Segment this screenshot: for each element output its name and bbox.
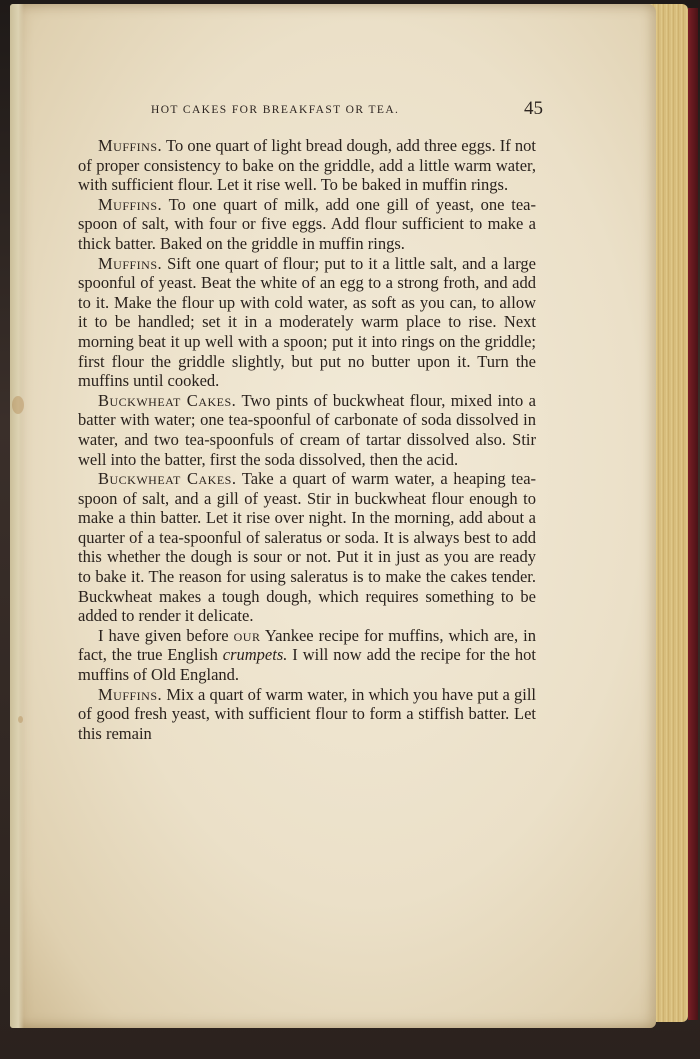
recipe-body: Take a quart of warm water, a heaping tea-spoon of salt, and a gill of yeast. Stir in buckwheat flour enough to make a thin batter. Let it rise over night. In the morning, add about a quarter of a tea-spoonful of saleratus or soda. It is always best to add this whether the dough is sour or not. Put it in just as you are ready to bake it. The reason for using saleratus is to make the cakes tender. Buckwheat makes a tough dough, which requires something to be added to render it delicate. (78, 469, 537, 626)
recipe-paragraph (78, 391, 536, 469)
note-text: I have given before (98, 625, 234, 645)
author-note (78, 626, 536, 685)
page-header (133, 98, 543, 124)
note-italic: crumpets. (222, 645, 288, 665)
recipe-heading: Muffins. (98, 684, 163, 704)
recipe-heading: Muffins. (98, 194, 163, 214)
recipe-paragraph (78, 469, 536, 626)
running-head: HOT CAKES FOR BREAKFAST OR TEA. (151, 104, 400, 116)
recipe-heading: Muffins. (98, 253, 163, 273)
recipe-paragraph (78, 254, 536, 391)
recipe-paragraph (78, 195, 536, 254)
foxing-stain (18, 716, 23, 723)
recipe-body: Mix a quart of warm water, in which you have put a gill of good fresh yeast, with sufficient flour to form a stiffish batter. Let this remain (78, 684, 536, 743)
book-binding (688, 8, 698, 1020)
recipe-paragraph (78, 685, 536, 744)
note-small-caps: our (233, 625, 261, 645)
page-gutter-shadow (10, 4, 24, 1028)
recipe-paragraph (78, 136, 536, 195)
recipe-body: Sift one quart of flour; put to it a little salt, and a large spoonful of yeast. Beat the white of an egg to a strong froth, and add to it. Make the flour up with cold water, as soft as you can, to allow it to be handled; set it in a moderately warm place to rise. Next morning beat it up well with a spoon; put it into rings on the griddle; first flour the griddle slightly, but put no butter upon it. Turn the muffins until cooked. (78, 253, 536, 391)
page-number: 45 (524, 98, 543, 119)
note-text: Yankee recipe for muffins, which are, in fact, the true English (78, 625, 536, 665)
recipe-heading: Muffins. (98, 136, 163, 155)
recipe-text (78, 136, 536, 743)
note-text: I will now add the recipe for the hot muffins of Old England. (78, 645, 536, 685)
foxing-stain (12, 396, 24, 414)
recipe-body: Two pints of buckwheat flour, mixed into a batter with water; one tea-spoonful of carbonate of soda dissolved in water, and two tea-spoonfuls of cream of tartar dissolved also. Stir well into the batter, first the soda dissolved, then the acid. (78, 390, 536, 469)
recipe-body: To one quart of milk, add one gill of yeast, one tea-spoon of salt, with four or five eggs. Add flour sufficient to make a thick batter. Baked on the griddle in muffin rings. (78, 194, 536, 253)
recipe-body: To one quart of light bread dough, add three eggs. If not of proper consistency to bake on the griddle, add a little warm water, with sufficient flour. Let it rise well. To be baked in muffin rings. (78, 136, 536, 195)
recipe-heading: Buckwheat Cakes. (98, 469, 237, 489)
recipe-heading: Buckwheat Cakes. (98, 390, 237, 410)
